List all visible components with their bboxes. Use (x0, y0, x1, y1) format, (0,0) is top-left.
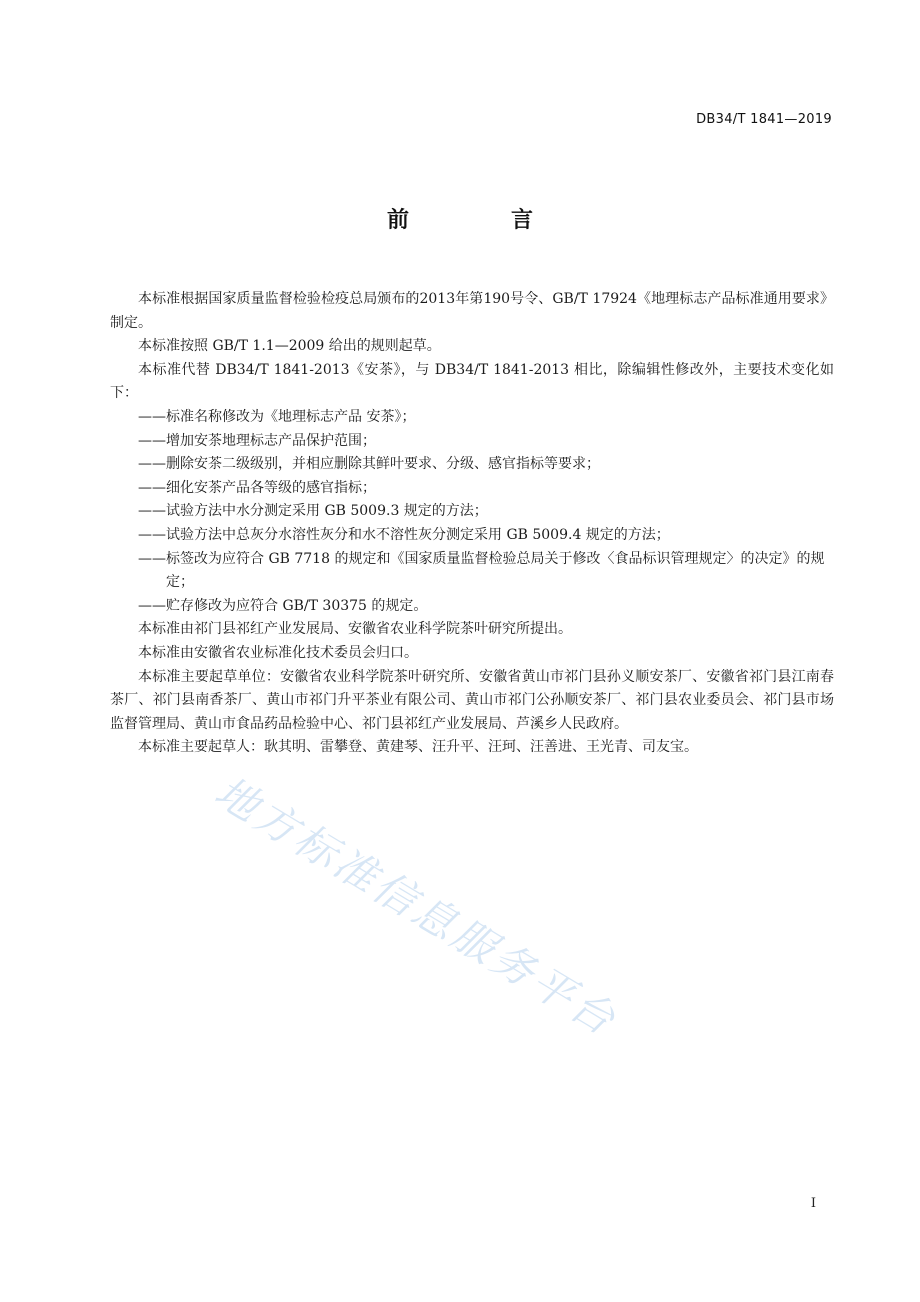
list-item: ——删除安茶二级级别，并相应删除其鲜叶要求、分级、感官指标等要求； (138, 456, 600, 473)
list-item: ——标签改为应符合 GB 7718 的规定和《国家质量监督检验总局关于修改〈食品标识管理规定〉的决定》的规定； (138, 550, 825, 591)
paragraph-drafting-units: 本标准主要起草单位：安徽省农业科学院茶叶研究所、安徽省黄山市祁门县孙义顺安茶厂、安徽省祁门县江南春茶厂、祁门县南香茶厂、黄山市祁门升平茶业有限公司、黄山市祁门公孙顺安茶厂、祁门县农业委员会、祁门县市场监督管理局、黄山市食品药品检验中心、祁门县祁红产业发展局、芦溪乡人民政府。 (110, 668, 834, 732)
page-title: 前 言 (386, 208, 573, 233)
list-item: ——贮存修改为应符合 GB/T 30375 的规定。 (138, 597, 428, 614)
list-item: ——增加安茶地理标志产品保护范围； (138, 432, 376, 449)
standard-number: DB34/T 1841—2019 (696, 112, 832, 127)
paragraph-drafters: 本标准主要起草人：耿其明、雷攀登、黄建琴、汪升平、汪珂、汪善进、王光青、司友宝。 (138, 739, 698, 756)
list-item: ——试验方法中总灰分水溶性灰分和水不溶性灰分测定采用 GB 5009.4 规定的方法； (138, 526, 670, 543)
page-number: I (810, 1196, 816, 1211)
paragraph-basis: 本标准根据国家质量监督检验检疫总局颁布的2013年第190号令、GB/T 17924《地理标志产品标准通用要求》制定。 (110, 291, 834, 331)
paragraph-proposer: 本标准由祁门县祁红产业发展局、安徽省农业科学院茶叶研究所提出。 (138, 621, 572, 638)
paragraph-replacement: 本标准代替 DB34/T 1841-2013《安茶》，与 DB34/T 1841-2013 相比，除编辑性修改外，主要技术变化如下： (110, 361, 834, 402)
document-body (110, 288, 834, 760)
paragraph-administrator: 本标准由安徽省农业标准化技术委员会归口。 (138, 644, 418, 661)
paragraph-drafting-rules: 本标准按照 GB/T 1.1—2009 给出的规则起草。 (138, 338, 441, 355)
list-item: ——细化安茶产品各等级的感官指标； (138, 479, 376, 496)
list-item: ——试验方法中水分测定采用 GB 5009.3 规定的方法； (138, 503, 488, 520)
list-item: ——标准名称修改为《地理标志产品 安茶》； (138, 408, 416, 425)
watermark: 地方标准信息服务平台 (206, 766, 627, 1046)
